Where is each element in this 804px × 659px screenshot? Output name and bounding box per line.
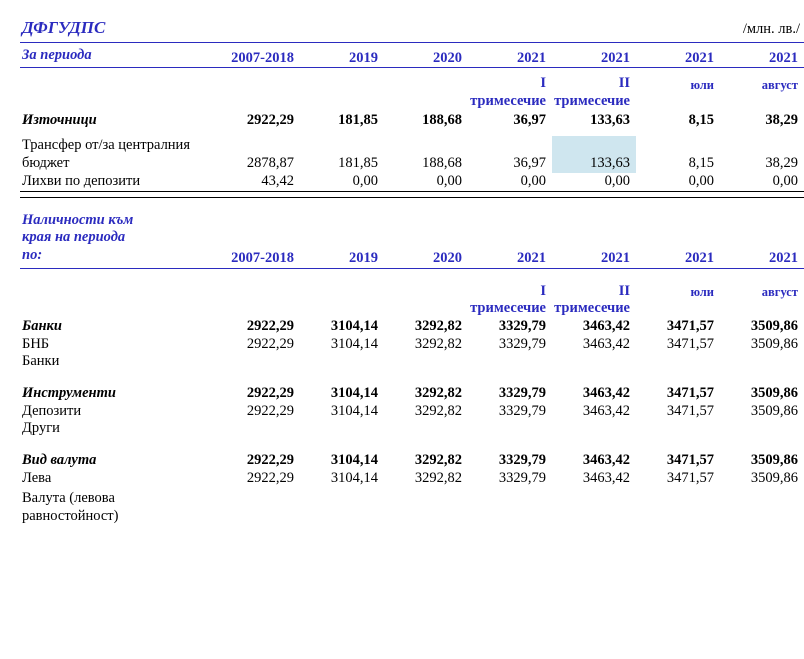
- cell: 3292,82: [414, 469, 462, 486]
- table2-subheader-quarter-row: [20, 300, 804, 318]
- cell: 0,00: [436, 172, 462, 189]
- page-title: ДФГУДПС: [20, 18, 216, 42]
- cell: 3292,82: [414, 452, 462, 469]
- cell: 3329,79: [498, 452, 546, 469]
- cell: 3509,86: [750, 469, 798, 486]
- cell: [384, 353, 468, 371]
- cell: 3509,86: [750, 335, 798, 352]
- cell: 3104,14: [330, 469, 378, 486]
- row-label-depoziti: Депозити: [22, 402, 82, 419]
- table2-title-line-3: по:: [20, 247, 216, 268]
- unit-note: /млн. лв./: [636, 18, 804, 42]
- cell: 0,00: [688, 172, 714, 189]
- table-row: [20, 385, 804, 403]
- table2-col-2: 2019: [300, 247, 384, 268]
- cell: 2878,87: [246, 155, 294, 172]
- table1-col-2: 2019: [300, 42, 384, 68]
- cell: [384, 420, 468, 438]
- table1-subheader-quarter-row: [20, 93, 804, 111]
- row-label-istochnici: Източници: [22, 111, 97, 128]
- table2-col-5: 2021: [552, 247, 636, 268]
- cell: 181,85: [338, 111, 378, 128]
- row-label-lihvi: Лихви по депозити: [22, 172, 141, 189]
- spacer: [20, 268, 804, 283]
- table2-col-7: 2021: [720, 247, 804, 268]
- cell: [300, 420, 384, 438]
- table-row: [20, 403, 804, 421]
- cell: 3329,79: [498, 317, 546, 334]
- cell: 3463,42: [582, 317, 630, 334]
- cell: 3463,42: [582, 402, 630, 419]
- table1-sub2-5: тримесечие: [554, 93, 630, 110]
- table2-subheader-roman-row: [20, 283, 804, 301]
- cell: [552, 420, 636, 438]
- document-page: [0, 18, 800, 659]
- cell: 3471,57: [666, 317, 714, 334]
- row-label-bnb: БНБ: [22, 335, 50, 352]
- cell: 3509,86: [750, 317, 798, 334]
- table-row: [20, 452, 804, 470]
- cell: 3104,14: [330, 402, 378, 419]
- table-row: [20, 353, 804, 371]
- cell: 3292,82: [414, 385, 462, 402]
- cell: 188,68: [422, 111, 462, 128]
- table1-col-6: 2021: [636, 42, 720, 68]
- table-row: [20, 470, 804, 488]
- table2-col-3: 2020: [384, 247, 468, 268]
- table2-sub2-4: тримесечие: [470, 300, 546, 317]
- table1-sub-5: II: [618, 75, 630, 92]
- cell: 133,63: [552, 136, 636, 172]
- cell: 188,68: [422, 155, 462, 172]
- cell: 2922,29: [246, 452, 294, 469]
- table-row: [20, 490, 804, 525]
- cell: 36,97: [513, 111, 546, 128]
- cell: 3509,86: [750, 385, 798, 402]
- table1-sub2-4: тримесечие: [470, 93, 546, 110]
- table2-col-4: 2021: [468, 247, 552, 268]
- table2-title-line-1: Наличности към: [22, 211, 134, 228]
- cell: [384, 490, 468, 525]
- cell: 3329,79: [498, 402, 546, 419]
- cell: 3104,14: [330, 452, 378, 469]
- group-label-vid-valuta: Вид валута: [22, 452, 97, 469]
- spacer: [20, 371, 804, 385]
- table1-sub-1: [216, 75, 300, 93]
- cell: 3463,42: [582, 469, 630, 486]
- table-row: [20, 173, 804, 191]
- table1-period-label: За периода: [20, 42, 216, 68]
- table2-sub-7: август: [761, 285, 798, 300]
- table1-sub-7: август: [761, 77, 798, 92]
- cell: 3104,14: [330, 385, 378, 402]
- cell: 133,63: [590, 111, 630, 128]
- cell: 8,15: [688, 111, 714, 128]
- cell: 0,00: [772, 172, 798, 189]
- row-label-banki-sub: Банки: [22, 353, 60, 370]
- cell: 3329,79: [498, 469, 546, 486]
- cell: 2922,29: [246, 385, 294, 402]
- cell: [720, 490, 804, 525]
- table-row: [20, 111, 804, 130]
- cell: 2922,29: [246, 111, 294, 128]
- cell: 181,85: [338, 155, 378, 172]
- cell: 3471,57: [666, 469, 714, 486]
- spacer: [20, 438, 804, 452]
- cell: 3292,82: [414, 402, 462, 419]
- financial-table: [20, 18, 804, 526]
- cell: 3509,86: [750, 452, 798, 469]
- cell: 3471,57: [666, 452, 714, 469]
- cell: 3292,82: [414, 335, 462, 352]
- table2-sub-4: I: [540, 282, 546, 299]
- cell: 3509,86: [750, 402, 798, 419]
- cell: 2922,29: [246, 335, 294, 352]
- cell: 8,15: [688, 155, 714, 172]
- cell: [216, 490, 300, 525]
- cell: [552, 353, 636, 371]
- table-row: [20, 318, 804, 336]
- cell: 2922,29: [246, 469, 294, 486]
- table2-title-line2-row: [20, 229, 804, 247]
- cell: 3329,79: [498, 335, 546, 352]
- cell: [552, 490, 636, 525]
- cell: 3471,57: [666, 335, 714, 352]
- cell: [300, 353, 384, 371]
- table2-sub2-5: тримесечие: [554, 300, 630, 317]
- cell: [468, 353, 552, 371]
- cell: 43,42: [261, 172, 294, 189]
- cell: 0,00: [604, 172, 630, 189]
- cell: [636, 420, 720, 438]
- table1-sub-4: I: [540, 75, 546, 92]
- cell: [636, 490, 720, 525]
- cell: 3104,14: [330, 317, 378, 334]
- cell: 3329,79: [498, 385, 546, 402]
- table2-title-line-2: края на периода: [22, 229, 126, 246]
- cell: 3463,42: [582, 385, 630, 402]
- cell: [300, 490, 384, 525]
- table1-subheader-roman-row: [20, 75, 804, 93]
- cell: 3463,42: [582, 335, 630, 352]
- cell: [720, 353, 804, 371]
- cell: 38,29: [765, 111, 798, 128]
- cell: 3471,57: [666, 402, 714, 419]
- cell: 36,97: [513, 155, 546, 172]
- table1-col-4: 2021: [468, 42, 552, 68]
- group-label-instrumenti: Инструменти: [22, 385, 116, 402]
- cell: 3104,14: [330, 335, 378, 352]
- cell: [216, 353, 300, 371]
- table-row: [20, 136, 804, 172]
- group-label-banki: Банки: [22, 317, 62, 334]
- table2-sub-6: юли: [690, 285, 714, 300]
- spacer: [20, 197, 804, 212]
- row-label-valuta-levova: Валута (левова равностойност): [22, 490, 119, 525]
- table1-col-7: 2021: [720, 42, 804, 68]
- row-label-drugi: Други: [22, 420, 60, 437]
- table1-sub-3: [384, 75, 468, 93]
- document-title-row: [20, 18, 804, 42]
- cell: 2922,29: [246, 402, 294, 419]
- cell: [216, 420, 300, 438]
- cell: 38,29: [765, 155, 798, 172]
- cell: 0,00: [352, 172, 378, 189]
- table2-header-row: [20, 247, 804, 268]
- cell: [636, 353, 720, 371]
- table1-col-3: 2020: [384, 42, 468, 68]
- cell: 3471,57: [666, 385, 714, 402]
- table-row: [20, 336, 804, 354]
- table2-col-1: 2007-2018: [216, 247, 300, 268]
- cell: 3292,82: [414, 317, 462, 334]
- cell: [720, 420, 804, 438]
- table-row: [20, 420, 804, 438]
- table1-col-1: 2007-2018: [216, 42, 300, 68]
- spacer: [20, 68, 804, 76]
- cell: [468, 490, 552, 525]
- cell: 2922,29: [246, 317, 294, 334]
- cell: 3463,42: [582, 452, 630, 469]
- table1-col-5: 2021: [552, 42, 636, 68]
- cell: [468, 420, 552, 438]
- spacer: [20, 129, 804, 136]
- table2-col-6: 2021: [636, 247, 720, 268]
- table1-header-row: [20, 42, 804, 68]
- table2-sub-5: II: [618, 282, 630, 299]
- cell: 0,00: [520, 172, 546, 189]
- row-label-leva: Лева: [22, 469, 52, 486]
- table2-title-line1-row: [20, 212, 804, 230]
- row-label-transfer: Трансфер от/за централния бюджет: [22, 137, 190, 172]
- table1-sub-2: [300, 75, 384, 93]
- table1-sub-6: юли: [690, 77, 714, 92]
